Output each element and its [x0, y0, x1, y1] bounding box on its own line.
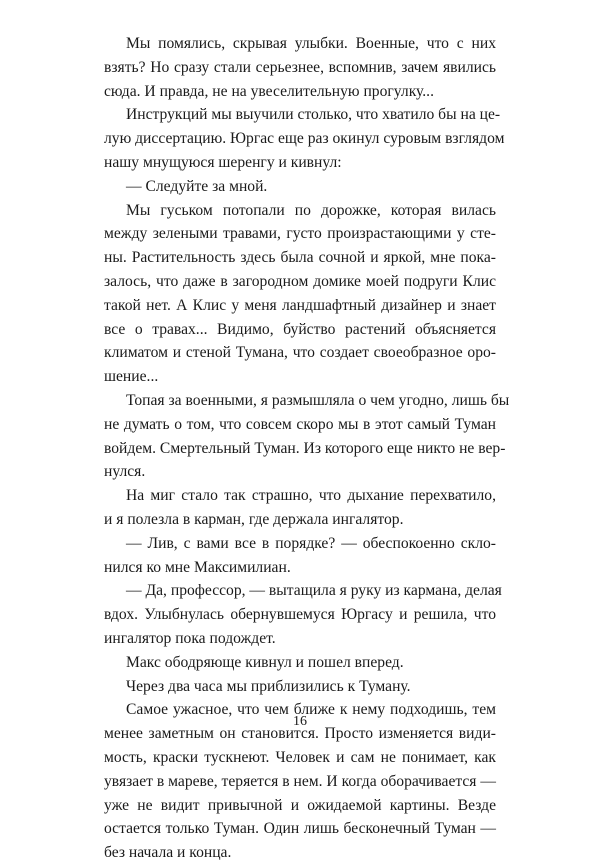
text-line: Мы помялись, скрывая улыбки. Военные, что с них: [126, 35, 496, 52]
text-line: сюда. И правда, не на увеселительную прогулку...: [104, 82, 434, 100]
text-line: нашу мнущуюся шеренгу и кивнул:: [104, 153, 342, 171]
text-line: такой нет. А Клис у меня ландшафтный дизайнер и знает: [104, 296, 496, 314]
text-line: и я полезла в карман, где держала ингалятор.: [104, 510, 404, 528]
text-line: мость, краски тускнеют. Человек и сам не понимает, как: [104, 748, 496, 766]
text-line: уже не видит привычной и ожидаемой картины. Везде: [104, 796, 496, 814]
text-line: ны. Растительность здесь была сочной и яркой, мне пока-: [104, 249, 496, 267]
text-line: вдох. Улыбнулась обернувшемуся Юргасу и решила, что: [104, 606, 496, 624]
text-line: Макс ободряюще кивнул и пошел вперед.: [126, 653, 404, 671]
text-line: Через два часа мы приблизились к Туману.: [126, 677, 411, 695]
text-line: шение...: [104, 368, 159, 386]
text-line: Топая за военными, я размышляла о чем угодно, лишь бы: [126, 391, 510, 409]
text-line: Мы гуськом потопали по дорожке, которая вилась: [126, 201, 496, 219]
page-number: 16: [293, 714, 307, 729]
text-line: войдем. Смертельный Туман. Из которого еще никто не вер-: [104, 439, 506, 457]
text-line: На миг стало так страшно, что дыхание перехватило,: [126, 487, 496, 505]
text-line: нулся.: [104, 463, 146, 481]
text-line: между зелеными травами, густо произрастающими у сте-: [104, 225, 496, 243]
text-line: не думать о том, что совсем скоро мы в этот самый Туман: [104, 415, 496, 433]
text-line: лую диссертацию. Юргас еще раз окинул суровым взглядом: [104, 130, 505, 148]
text-line: — Лив, с вами все в порядке? — обеспокоенно скло-: [126, 534, 496, 552]
text-line: увязает в мареве, теряется в нем. И когда оборачивается —: [104, 772, 496, 790]
text-line: менее заметным он становится. Просто изменяется види-: [104, 725, 496, 743]
text-line: Инструкций мы выучили столько, что хватило бы на це-: [126, 106, 501, 124]
body-text: [104, 32, 510, 865]
text-line: климатом и стеной Тумана, что создает своеобразное оро-: [104, 344, 496, 362]
text-line: ингалятор пока подождет.: [104, 629, 276, 647]
text-line: взять? Но сразу стали серьезнее, вспомнив, зачем явились: [104, 58, 496, 76]
text-line: — Да, профессор, — вытащила я руку из кармана, делая: [126, 582, 502, 600]
text-line: все о травах... Видимо, буйство растений объясняется: [104, 320, 496, 338]
text-line: Самое ужасное, что чем ближе к нему подходишь, тем: [126, 701, 496, 719]
text-line: без начала и конца.: [104, 844, 232, 862]
text-line: остается только Туман. Один лишь бесконечный Туман —: [104, 820, 496, 838]
text-line: нился ко мне Максимилиан.: [104, 558, 291, 576]
text-line: — Следуйте за мной.: [126, 177, 268, 195]
text-line: залось, что даже в загородном домике моей подруги Клис: [104, 272, 496, 290]
